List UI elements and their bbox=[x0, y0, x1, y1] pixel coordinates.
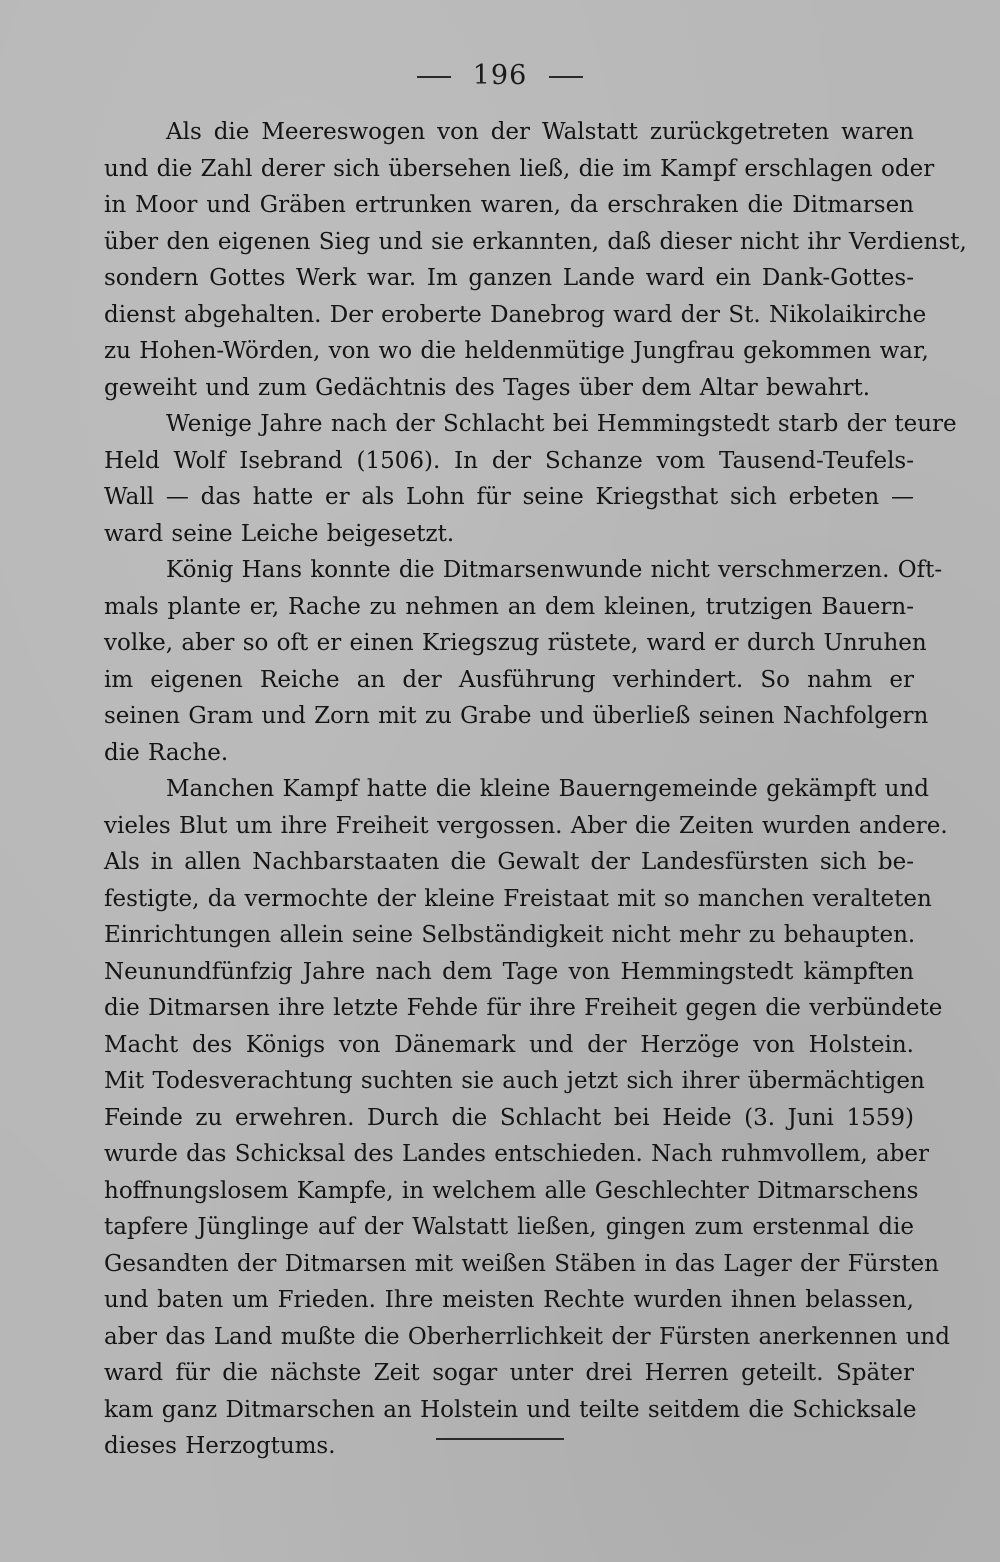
text-line: volke, aber so oft er einen Kriegszug rüstete, ward er durch Unruhen bbox=[104, 630, 927, 656]
page-number-value: 196 bbox=[472, 60, 528, 91]
text-line: aber das Land mußte die Oberherrlichkeit der Fürsten anerkennen und bbox=[104, 1323, 950, 1350]
text-line: festigte, da vermochte der kleine Freistaat mit so manchen veralteten bbox=[104, 885, 932, 912]
page-number-left-dash bbox=[417, 76, 451, 78]
text-line: Wall — das hatte er als Lohn für seine Kriegsthat sich erbeten — bbox=[104, 484, 914, 510]
text-line: Feinde zu erwehren. Durch die Schlacht bei Heide (3. Juni 1559) bbox=[104, 1104, 914, 1131]
paragraph bbox=[104, 771, 950, 1465]
text-line: König Hans konnte die Ditmarsenwunde nicht verschmerzen. Oft- bbox=[166, 557, 943, 583]
text-line: mals plante er, Rache zu nehmen an dem kleinen, trutzigen Bauern- bbox=[104, 593, 914, 620]
text-line: und die Zahl derer sich übersehen ließ, die im Kampf erschlagen oder bbox=[104, 155, 935, 182]
text-line: wurde das Schicksal des Landes entschieden. Nach ruhmvollem, aber bbox=[104, 1141, 930, 1167]
end-of-chapter-rule bbox=[436, 1438, 564, 1440]
text-line: zu Hohen-Wörden, von wo die heldenmütige Jungfrau gekommen war, bbox=[104, 338, 929, 364]
text-line: und baten um Frieden. Ihre meisten Rechte wurden ihnen belassen, bbox=[104, 1287, 914, 1313]
text-line: hoffnungslosem Kampfe, in welchem alle Geschlechter Ditmarschens bbox=[104, 1177, 919, 1204]
text-line: Als die Meereswogen von der Walstatt zurückgetreten waren bbox=[166, 119, 914, 145]
text-line: vieles Blut um ihre Freiheit vergossen. Aber die Zeiten wurden andere. bbox=[104, 812, 948, 839]
text-line: ward seine Leiche beigesetzt. bbox=[104, 520, 455, 547]
body-text bbox=[104, 114, 967, 1465]
text-line: Einrichtungen allein seine Selbständigkeit nicht mehr zu behaupten. bbox=[104, 922, 916, 948]
page-number-right-dash bbox=[549, 76, 583, 78]
text-line: Als in allen Nachbarstaaten die Gewalt der Landesfürsten sich be- bbox=[104, 849, 914, 875]
text-line: ward für die nächste Zeit sogar unter drei Herren geteilt. Später bbox=[104, 1360, 914, 1386]
text-line: Neunundfünfzig Jahre nach dem Tage von Hemmingstedt kämpften bbox=[104, 958, 914, 985]
text-line: über den eigenen Sieg und sie erkannten, daß dieser nicht ihr Verdienst, bbox=[104, 228, 967, 255]
text-line: sondern Gottes Werk war. Im ganzen Lande ward ein Dank-Gottes- bbox=[104, 265, 914, 291]
paragraph bbox=[104, 114, 967, 406]
text-line: Held Wolf Isebrand (1506). In der Schanze vom Tausend-Teufels- bbox=[104, 447, 914, 474]
text-line: seinen Gram und Zorn mit zu Grabe und überließ seinen Nachfolgern bbox=[104, 703, 929, 729]
text-line: im eigenen Reiche an der Ausführung verhindert. So nahm er bbox=[104, 666, 914, 693]
text-line: Gesandten der Ditmarsen mit weißen Stäben in das Lager der Fürsten bbox=[104, 1250, 939, 1277]
text-line: dieses Herzogtums. bbox=[104, 1433, 336, 1459]
paragraph bbox=[104, 406, 957, 552]
text-line: Macht des Königs von Dänemark und der Herzöge von Holstein. bbox=[104, 1031, 914, 1058]
paragraph bbox=[104, 552, 943, 771]
text-line: die Rache. bbox=[104, 739, 229, 766]
text-line: Mit Todesverachtung suchten sie auch jetzt sich ihrer übermächtigen bbox=[104, 1068, 925, 1094]
text-line: tapfere Jünglinge auf der Walstatt ließen, gingen zum erstenmal die bbox=[104, 1214, 914, 1240]
text-line: dienst abgehalten. Der eroberte Danebrog ward der St. Nikolaikirche bbox=[104, 301, 927, 328]
page-number bbox=[0, 60, 1000, 91]
text-line: geweiht und zum Gedächtnis des Tages über dem Altar bewahrt. bbox=[104, 374, 871, 401]
text-line: Wenige Jahre nach der Schlacht bei Hemmingstedt starb der teure bbox=[166, 411, 957, 437]
text-line: in Moor und Gräben ertrunken waren, da erschraken die Ditmarsen bbox=[104, 192, 914, 218]
text-line: kam ganz Ditmarschen an Holstein und teilte seitdem die Schicksale bbox=[104, 1396, 917, 1423]
text-line: Manchen Kampf hatte die kleine Bauerngemeinde gekämpft und bbox=[166, 776, 930, 802]
text-line: die Ditmarsen ihre letzte Fehde für ihre Freiheit gegen die verbündete bbox=[104, 995, 943, 1021]
